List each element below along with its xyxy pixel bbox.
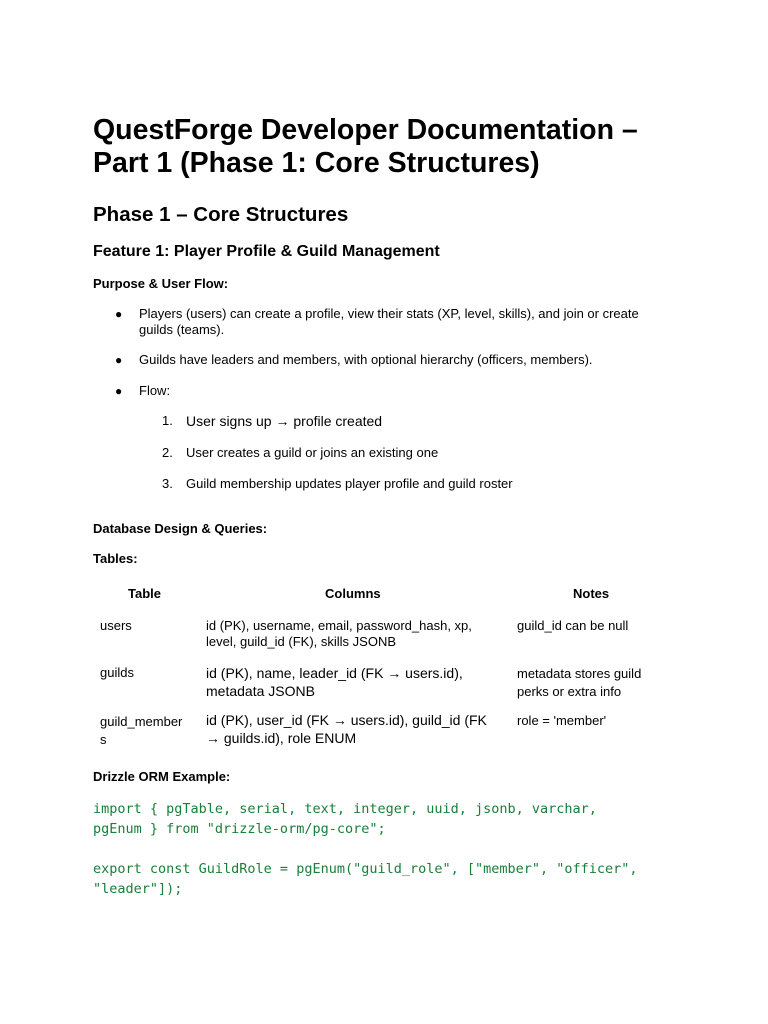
bullet-dot: ● [115, 307, 123, 321]
table-cell-notes: role = 'member' [517, 713, 607, 728]
table-cell-columns: id (PK), user_id (FK → users.id), guild_id (FK → guilds.id), role ENUM [206, 712, 487, 746]
code-line: export const GuildRole = pgEnum("guild_role", ["member", "officer", [93, 861, 638, 877]
bullet-text: Guilds have leaders and members, with optional hierarchy (officers, members). [139, 352, 593, 367]
table-cell-table: users [100, 618, 132, 633]
code-line: "leader"]); [93, 881, 183, 897]
list-item [115, 306, 655, 338]
list-item [115, 383, 655, 399]
flow-step [162, 476, 513, 492]
phase-heading: Phase 1 – Core Structures [93, 203, 349, 226]
table-cell-columns: id (PK), username, email, password_hash, xp, level, guild_id (FK), skills JSONB [206, 618, 472, 649]
table-cell-table-line1: guild_member [100, 714, 183, 729]
table-cell-table-line2: s [100, 732, 107, 747]
bullet-dot: ● [115, 384, 123, 398]
table-header-columns: Columns [325, 586, 381, 601]
table-header-notes: Notes [573, 586, 610, 601]
table-header-table: Table [128, 586, 161, 601]
flow-step-number: 3. [162, 476, 173, 491]
purpose-label: Purpose & User Flow: [93, 276, 229, 291]
document-title [93, 114, 683, 180]
table-cell-table [100, 713, 182, 749]
bullet-text: Flow: [139, 383, 171, 398]
table-cell-notes: metadata stores guild perks or extra info [517, 666, 642, 699]
feature-heading: Feature 1: Player Profile & Guild Management [93, 243, 440, 260]
tables-label: Tables: [93, 551, 138, 566]
code-line: pgEnum } from "drizzle-orm/pg-core"; [93, 821, 386, 837]
flow-step-text: User creates a guild or joins an existing one [186, 445, 439, 460]
document-title-line2: Part 1 (Phase 1: Core Structures) [93, 147, 540, 179]
bullet-dot: ● [115, 353, 123, 367]
code-line: import { pgTable, serial, text, integer, uuid, jsonb, varchar, [93, 801, 597, 817]
document-title-line1: QuestForge Developer Documentation – [93, 114, 638, 146]
list-item [115, 352, 655, 368]
orm-label: Drizzle ORM Example: [93, 769, 231, 784]
flow-step-number: 2. [162, 445, 173, 460]
table-cell-table: guilds [100, 665, 134, 680]
flow-step [162, 413, 382, 429]
table-cell-notes: guild_id can be null [517, 618, 629, 633]
db-label: Database Design & Queries: [93, 521, 268, 536]
bullet-text: Players (users) can create a profile, view their stats (XP, level, skills), and join or create guilds (teams). [139, 306, 639, 337]
flow-step-number: 1. [162, 413, 173, 428]
table-cell-columns: id (PK), name, leader_id (FK → users.id), metadata JSONB [206, 665, 463, 699]
flow-step [162, 445, 438, 461]
flow-step-text: User signs up → profile created [186, 413, 383, 429]
flow-step-text: Guild membership updates player profile and guild roster [186, 476, 513, 491]
